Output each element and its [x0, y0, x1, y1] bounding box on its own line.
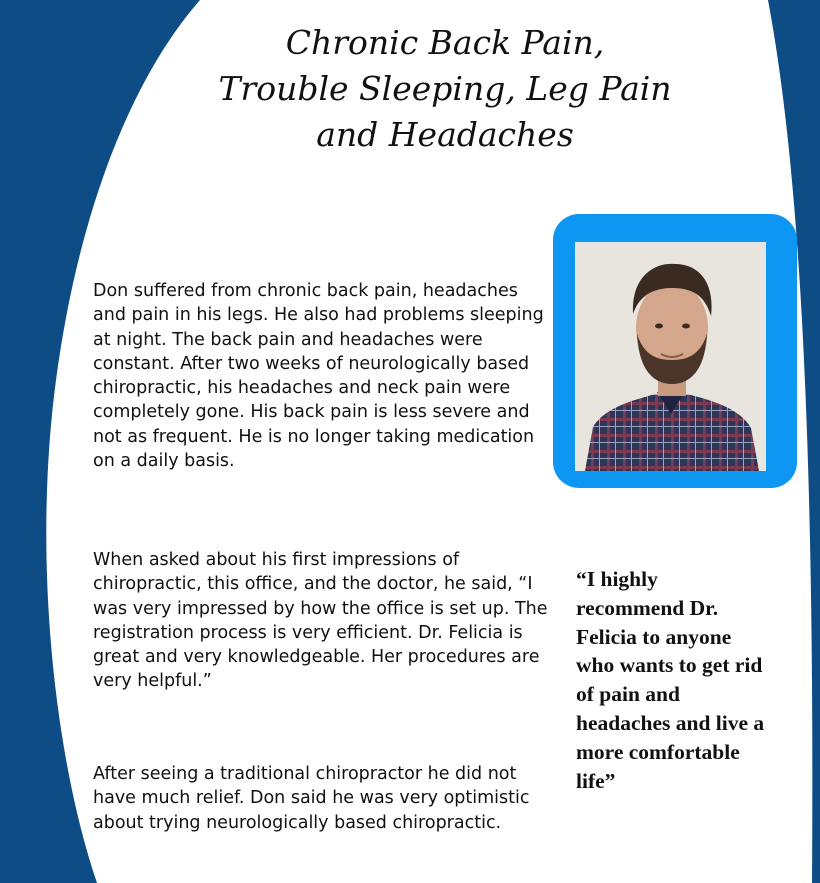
page-title — [150, 20, 740, 158]
testimonial-quote: “I highly recommend Dr. Felicia to anyone who wants to get rid of pain and headaches and live a more comfortable life” — [576, 567, 765, 793]
story-paragraph: Don suffered from chronic back pain, headaches and pain in his legs. He also had problems sleeping at night. The back pain and headaches were constant. After two weeks of neurologically based chiropractic, his headaches and neck pain were completely gone. His back pain is less severe and not as frequent. He is no longer taking medication on a daily basis. — [93, 281, 544, 472]
title-line-3: and Headaches — [316, 115, 574, 154]
relief-paragraph: After seeing a traditional chiropractor he did not have much relief. Don said he was very optimistic about trying neurologically based chiropractic. — [93, 764, 530, 833]
title-line-2: Trouble Sleeping, Leg Pain — [218, 69, 672, 108]
impressions-paragraph: When asked about his first impressions of chiropractic, this office, and the doctor, he said, “I was very impressed by how the office is set up. The registration process is very efficient. Dr. Felicia is great and very knowledgeable. Her procedures are very helpful.” — [93, 550, 548, 692]
patient-photo — [575, 242, 766, 471]
photo-frame — [553, 214, 797, 488]
title-line-1: Chronic Back Pain, — [285, 23, 605, 62]
